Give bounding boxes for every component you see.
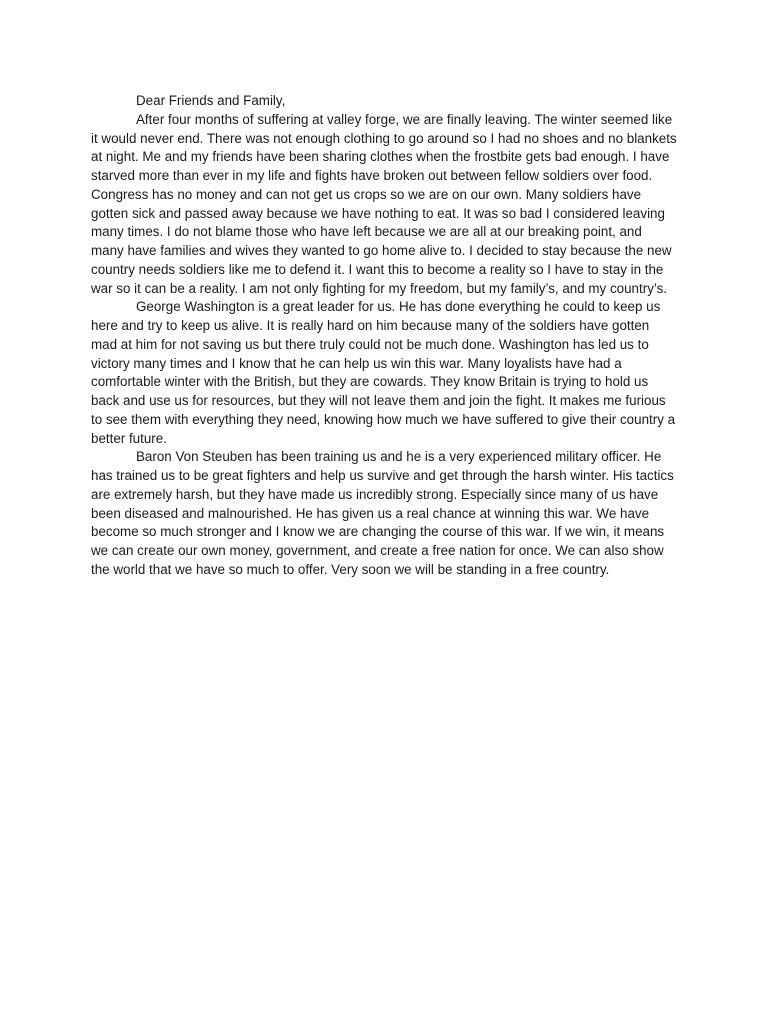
paragraph-von-steuben: Baron Von Steuben has been training us and he is a very experienced military officer. He has trained us to be great fighters and help us survive and get through the harsh winter. His tactics are extremely harsh, but they have made us incredibly strong. Especially since many of us have been diseased and malnourished. He has given us a real chance at winning this war. We have become so much stronger and I know we are changing the course of this war. If we win, it means we can create our own money, government, and create a free nation for once. We can also show the world that we have so much to offer. Very soon we will be standing in a free country.: [91, 449, 674, 577]
letter-body: [91, 92, 678, 580]
letter-greeting: Dear Friends and Family,: [136, 93, 286, 108]
paragraph-valley-forge: After four months of suffering at valley forge, we are finally leaving. The winter seemed like it would never end. There was not enough clothing to go around so I had no shoes and no blankets at night. Me and my friends have been sharing clothes when the frostbite gets bad enough. I have starved more than ever in my life and fights have broken out between fellow soldiers over food. Congress has no money and can not get us crops so we are on our own. Many soldiers have gotten sick and passed away because we have nothing to eat. It was so bad I considered leaving many times. I do not blame those who have left because we are all at our breaking point, and many have families and wives they wanted to go home alive to. I decided to stay because the new country needs soldiers like me to defend it. I want this to become a reality so I have to stay in the war so it can be a reality. I am not only fighting for my freedom, but my family’s, and my country’s.: [91, 111, 677, 296]
paragraph-washington: George Washington is a great leader for us. He has done everything he could to keep us here and try to keep us alive. It is really hard on him because many of the soldiers have gotten mad at him for not saving us but there truly could not be much done. Washington has led us to victory many times and I know that he can help us win this war. Many loyalists have had a comfortable winter with the British, but they are cowards. They know Britain is trying to hold us back and use us for resources, but they will not leave them and join the fight. It makes me furious to see them with everything they need, knowing how much we have suffered to give their country a better future.: [91, 299, 676, 446]
